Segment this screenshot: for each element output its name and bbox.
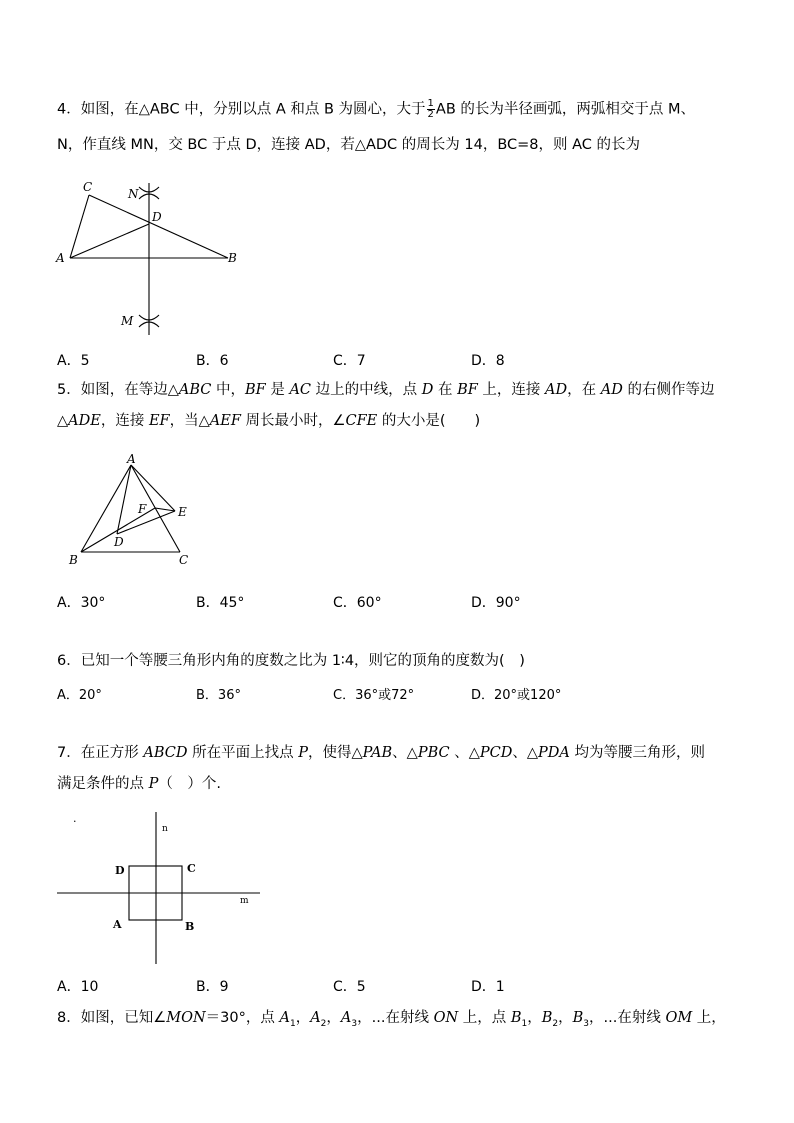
q4-label-a: A (56, 251, 65, 265)
q7-l1-abcd: ABCD (143, 745, 188, 761)
q7-label-m: m (240, 896, 249, 906)
q4-option-a[interactable]: A．5 (57, 353, 90, 369)
q7-l1-pda: PDA (538, 745, 570, 761)
q7-option-c[interactable]: C．5 (333, 979, 366, 995)
q5-label-c: C (179, 553, 189, 567)
q5-label-a: A (127, 452, 136, 466)
q5-l1-text4: 边上的中线，点 (311, 382, 422, 398)
q7-l2-text2: （ ）个. (158, 776, 221, 792)
q5-l1-text7: ，在 (567, 382, 601, 398)
q5-option-c[interactable]: C．60° (333, 595, 382, 611)
q4-line1 (57, 99, 695, 120)
q5-l1-bf2: BF (457, 382, 478, 398)
q5-label-e: E (178, 505, 187, 519)
q5-l1-text2: 中， (211, 382, 245, 398)
q8-text6: 上， (692, 1010, 726, 1026)
q7-label-n: n (162, 824, 168, 834)
q7-l1-pcd: PCD (479, 745, 513, 761)
q5-l1-bf: BF (245, 382, 266, 398)
q8-a1-sub: 1 (289, 1018, 296, 1029)
q6-option-a[interactable]: A．20° (57, 688, 102, 703)
q4-frac-den: 2 (427, 109, 434, 120)
q8-a2-sub: 2 (320, 1018, 327, 1029)
q4-frac-num: 1 (427, 98, 434, 109)
q5-l2-text1: △ (57, 413, 69, 429)
q6-option-d[interactable]: D．20°或120° (471, 688, 562, 703)
q4-seg-cb (89, 195, 228, 258)
q5-label-f: F (138, 502, 147, 516)
q5-l1-text1: 5．如图，在等边△ (57, 382, 179, 398)
q7-line1 (57, 743, 705, 763)
q8-comma3: ， (527, 1010, 542, 1026)
q8-text3: ，...在射线 (357, 1010, 434, 1026)
q7-label-c: C (187, 862, 196, 875)
q8-b2-sub: 2 (552, 1018, 559, 1029)
q5-line2 (57, 411, 480, 431)
q7-l1-pbc: PBC (417, 745, 450, 761)
q5-l1-d: D (421, 382, 434, 398)
q8-comma4: ， (558, 1010, 573, 1026)
q7-label-a: A (113, 918, 122, 931)
q5-option-d[interactable]: D．90° (471, 595, 521, 611)
q8-a3: A (340, 1010, 352, 1026)
q8-mon: MON (166, 1010, 206, 1026)
q4-line2: N，作直线 MN，交 BC 于点 D，连接 AD，若△ADC 的周长为 14，BC=8，则 AC 的长为 (57, 137, 641, 153)
q8-text4: 上，点 (458, 1010, 511, 1026)
q6-line1: 6．已知一个等腰三角形内角的度数之比为 1∶4，则它的顶角的度数为( ) (57, 653, 525, 669)
q8-a3-sub: 3 (351, 1018, 358, 1029)
q7-l1-text5: 、△ (449, 745, 480, 761)
q8-line1 (57, 1008, 726, 1034)
q8-b1: B (510, 1010, 522, 1026)
q7-figure (55, 810, 270, 970)
q5-line1 (57, 380, 714, 400)
q5-l2-text5: 的大小是( ) (377, 413, 481, 429)
q5-l1-text3: 是 (265, 382, 290, 398)
q7-label-b: B (185, 920, 195, 933)
q4-option-d[interactable]: D．8 (471, 353, 505, 369)
q7-l1-p: P (298, 745, 308, 761)
q4-fraction (427, 99, 435, 120)
q8-comma1: ， (295, 1010, 311, 1026)
q4-label-m: M (121, 314, 134, 328)
q7-l1-text3: ，使得△ (307, 745, 363, 761)
q4-label-b: B (228, 251, 237, 265)
q4-label-c: C (83, 180, 93, 194)
q8-a1: A (279, 1010, 290, 1026)
q6-option-c[interactable]: C．36°或72° (333, 688, 415, 703)
q4-line1-b: AB 的长为半径画弧，两弧相交于点 M、 (435, 101, 696, 118)
q5-l2-aef: AEF (209, 413, 241, 429)
q5-l1-text8: 的右侧作等边 (622, 382, 715, 398)
q5-l1-abc: ABC (178, 382, 212, 398)
q8-comma2: ， (326, 1010, 341, 1026)
q5-l1-ad: AD (545, 382, 568, 398)
q7-option-a[interactable]: A．10 (57, 979, 99, 995)
q7-label-d: D (115, 864, 125, 877)
q8-b3: B (572, 1010, 584, 1026)
q5-l1-text6: 上，连接 (477, 382, 546, 398)
q6-option-b[interactable]: B．36° (196, 688, 241, 703)
q5-label-d: D (114, 535, 124, 549)
q4-seg-ad (70, 224, 149, 258)
q4-label-n: N (128, 187, 139, 201)
q5-l1-ac: AC (289, 382, 312, 398)
q5-l2-ade: ADE (68, 413, 101, 429)
q4-line1-a: 4．如图，在△ABC 中，分别以点 A 和点 B 为圆心，大于 (57, 101, 426, 118)
q7-label-dot: . (73, 812, 77, 825)
q5-figure (60, 450, 210, 575)
q7-l2-text1: 满足条件的点 (57, 776, 149, 792)
q5-label-b: B (69, 553, 78, 567)
q4-figure (50, 175, 250, 340)
q8-b1-sub: 1 (521, 1018, 528, 1029)
q5-l2-text3: ，当△ (169, 413, 210, 429)
q7-l1-pab: PAB (362, 745, 393, 761)
q8-om: OM (665, 1010, 693, 1026)
q8-text2: ＝30°，点 (205, 1010, 280, 1026)
q5-l1-text5: 在 (433, 382, 458, 398)
q4-label-d: D (152, 210, 162, 224)
q7-line2 (57, 774, 221, 794)
q5-l2-text4: 周长最小时，∠ (240, 413, 346, 429)
q5-option-b[interactable]: B．45° (196, 595, 245, 611)
q7-l1-text1: 7．在正方形 (57, 745, 144, 761)
q8-b2: B (541, 1010, 553, 1026)
q7-l1-text4: 、△ (392, 745, 418, 761)
q8-b3-sub: 3 (583, 1018, 590, 1029)
q5-l1-ad2: AD (600, 382, 623, 398)
q7-l1-text6: 、△ (512, 745, 539, 761)
q4-option-c[interactable]: C．7 (333, 353, 366, 369)
q7-option-d[interactable]: D．1 (471, 979, 505, 995)
q5-l2-text2: ，连接 (100, 413, 149, 429)
q7-l2-p: P (148, 776, 159, 792)
q5-option-a[interactable]: A．30° (57, 595, 106, 611)
q5-l2-cfe: CFE (345, 413, 378, 429)
q4-option-b[interactable]: B．6 (196, 353, 229, 369)
q8-text1: 8．如图，已知∠ (57, 1010, 167, 1026)
q7-l1-text7: 均为等腰三角形，则 (569, 745, 705, 761)
q8-on: ON (433, 1010, 459, 1026)
q8-a2: A (310, 1010, 321, 1026)
q7-l1-text2: 所在平面上找点 (187, 745, 299, 761)
q8-text5: ，...在射线 (589, 1010, 666, 1026)
q7-option-b[interactable]: B．9 (196, 979, 229, 995)
q5-l2-ef: EF (148, 413, 170, 429)
q4-seg-ca (70, 195, 89, 258)
